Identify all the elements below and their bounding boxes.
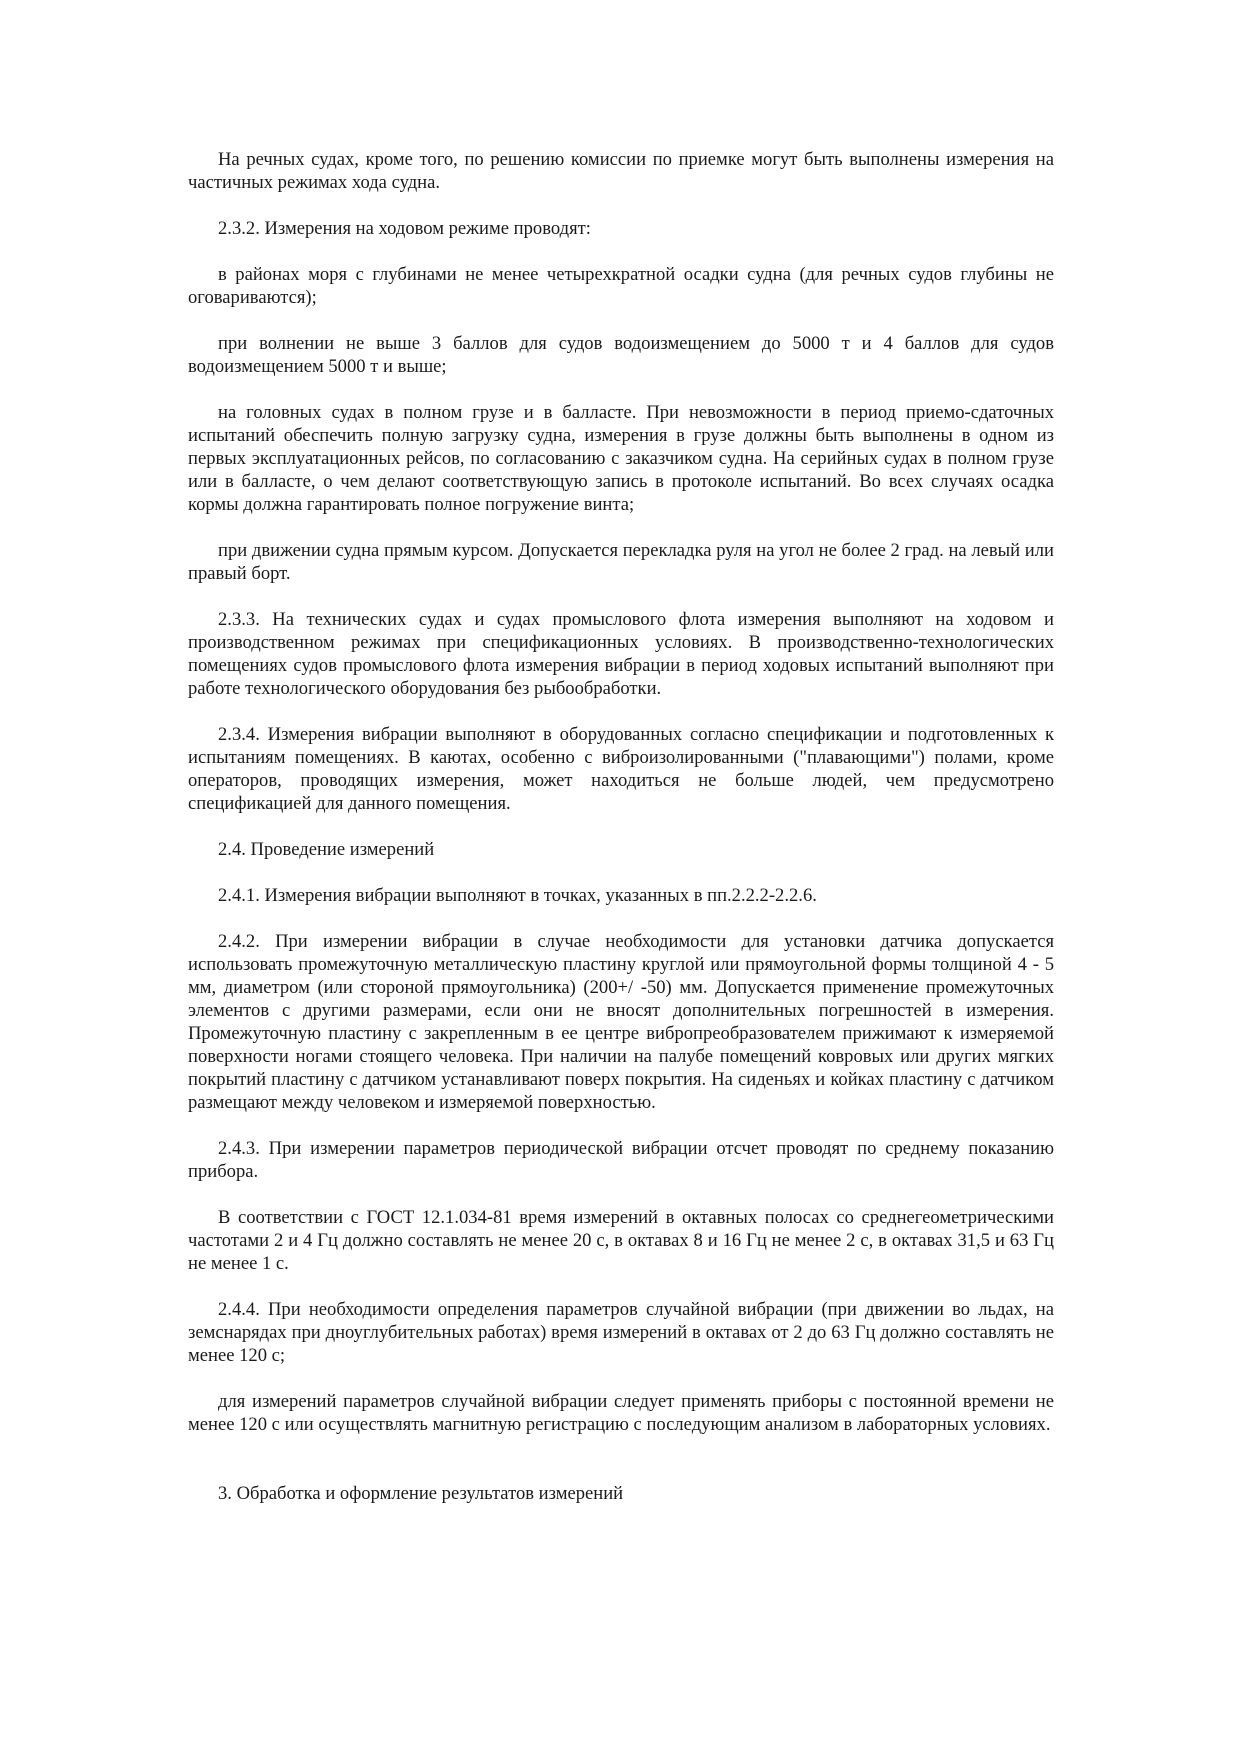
heading-section-3: 3. Обработка и оформление результатов измерений (218, 1483, 624, 1504)
paragraph-2-3-3: 2.3.3. На технических судах и судах промыслового флота измерения выполняют на ходовом и производственном режимах при спецификационных условиях. В производственно-технологических помещениях судов промыслового флота измерения вибрации в период ходовых испытаний выполняют при работе технологического оборудования без рыбообработки. (188, 609, 1054, 699)
paragraph-2-4-1: 2.4.1. Измерения вибрации выполняют в точках, указанных в пп.2.2.2-2.2.6. (218, 885, 817, 906)
paragraph-gost: В соответствии с ГОСТ 12.1.034-81 время измерений в октавных полосах со среднегеометрическими частотами 2 и 4 Гц должно составлять не менее 20 с, в октавах 8 и 16 Гц не менее 2 с, в октавах 31,5 и 63 Гц не менее 1 с. (188, 1207, 1054, 1274)
paragraph-2-3-2: 2.3.2. Измерения на ходовом режиме проводят: (218, 218, 591, 239)
paragraph-sea-state: при волнении не выше 3 баллов для судов водоизмещением до 5000 т и 4 баллов для судов водоизмещением 5000 т и выше; (188, 333, 1054, 377)
paragraph-lead-vessels: на головных судах в полном грузе и в балласте. При невозможности в период приемо-сдаточных испытаний обеспечить полную загрузку судна, измерения в грузе должны быть выполнены в одном из первых эксплуатационных рейсов, по согласованию с заказчиком судна. На серийных судах в полном грузе или в балласте, о чем делают соответствующую запись в протоколе испытаний. Во всех случаях осадка кормы должна гарантировать полное погружение винта; (188, 402, 1054, 515)
paragraph-2-4-4: 2.4.4. При необходимости определения параметров случайной вибрации (при движении во льдах, на земснарядах при дноуглубительных работах) время измерений в октавах от 2 до 63 Гц должно составлять не менее 120 с; (188, 1299, 1054, 1366)
heading-2-4: 2.4. Проведение измерений (218, 839, 435, 860)
paragraph-2-3-4: 2.3.4. Измерения вибрации выполняют в оборудованных согласно спецификации и подготовленных к испытаниям помещениях. В каютах, особенно с виброизолированными ("плавающими") полами, кроме операторов, проводящих измерения, может находиться не больше людей, чем предусмотрено спецификацией для данного помещения. (188, 724, 1054, 814)
paragraph-sea-depth: в районах моря с глубинами не менее четырехкратной осадки судна (для речных судов глубины не оговариваются); (188, 264, 1054, 308)
paragraph-2-4-2: 2.4.2. При измерении вибрации в случае необходимости для установки датчика допускается использовать промежуточную металлическую пластину круглой или прямоугольной формы толщиной 4 - 5 мм, диаметром (или стороной прямоугольника) (200+/ -50) мм. Допускается применение промежуточных элементов с другими размерами, если они не вносят дополнительных погрешностей в измерения. Промежуточную пластину с закрепленным в ее центре вибропреобразователем прижимают к измеряемой поверхности ногами стоящего человека. При наличии на палубе помещений ковровых или других мягких покрытий пластину с датчиком устанавливают поверх покрытия. На сиденьях и койках пластину с датчиком размещают между человеком и измеряемой поверхностью. (188, 931, 1054, 1113)
paragraph-river-vessels: На речных судах, кроме того, по решению комиссии по приемке могут быть выполнены измерения на частичных режимах хода судна. (188, 149, 1054, 193)
document-page (188, 148, 1054, 1528)
paragraph-random-vibration: для измерений параметров случайной вибрации следует применять приборы с постоянной времени не менее 120 с или осуществлять магнитную регистрацию с последующим анализом в лабораторных условиях. (188, 1391, 1054, 1435)
paragraph-2-4-3: 2.4.3. При измерении параметров периодической вибрации отсчет проводят по среднему показанию прибора. (188, 1138, 1054, 1182)
paragraph-straight-course: при движении судна прямым курсом. Допускается перекладка руля на угол не более 2 град. на левый или правый борт. (188, 540, 1054, 584)
